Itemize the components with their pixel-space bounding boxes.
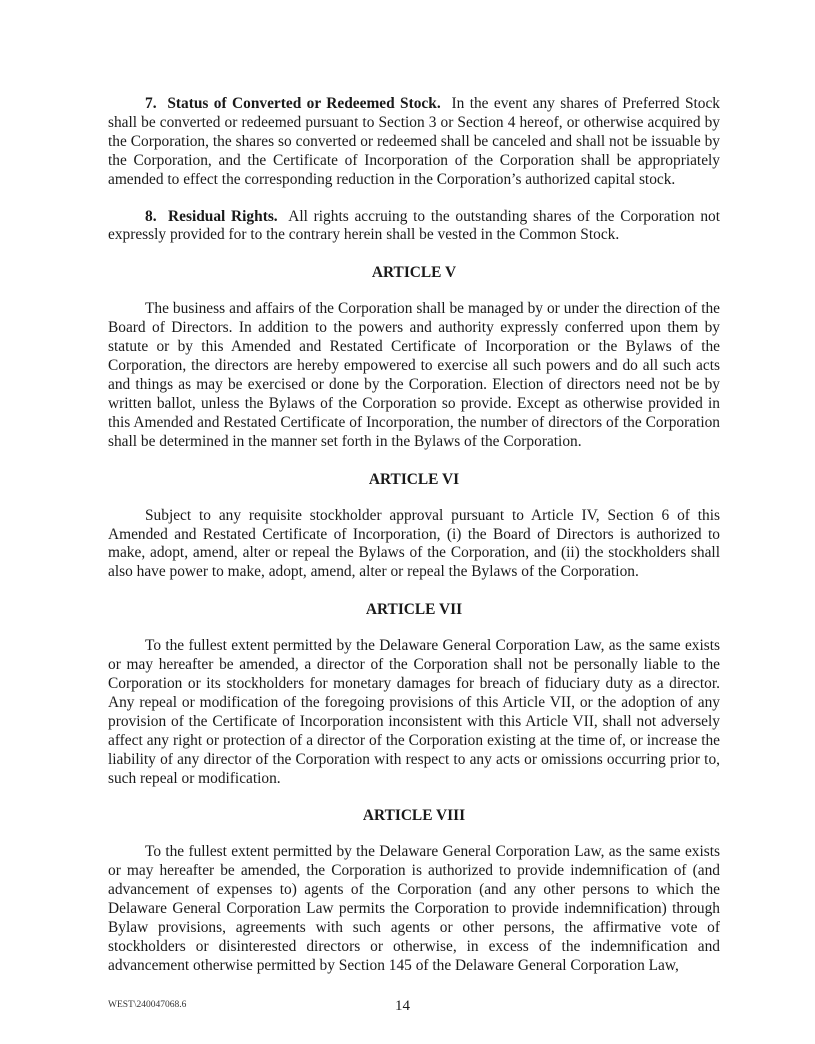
section-7-number: 7.	[145, 95, 157, 112]
article-5-text: The business and affairs of the Corporation shall be managed by or under the direction of the Board of Directors. In addition to the powers and authority expressly conferred upon them by statute or by this Amended and Restated Certificate of Incorporation or the Bylaws of the Corporation, the directors are hereby empowered to exercise all such powers and do all such acts and things as may be exercised or done by the Corporation. Election of directors need not be by written ballot, unless the Bylaws of the Corporation so provide. Except as otherwise provided in this Amended and Restated Certificate of Incorporation, the number of directors of the Corporation shall be determined in the manner set forth in the Bylaws of the Corporation.	[108, 300, 720, 450]
article-8-heading: ARTICLE VIII	[362, 807, 466, 825]
document-page	[108, 95, 720, 994]
article-8-text: To the fullest extent permitted by the Delaware General Corporation Law, as the same exists or may hereafter be amended, the Corporation is authorized to provide indemnification of (and advancement of expenses to) agents of the Corporation (and any other persons to which the Delaware General Corporation Law permits the Corporation to provide indemnification) through Bylaw provisions, agreements with such agents or other persons, the affirmative vote of stockholders or disinterested directors or otherwise, in excess of the indemnification and advancement otherwise permitted by Section 145 of the Delaware General Corporation Law,	[108, 843, 720, 974]
article-6-text: Subject to any requisite stockholder approval pursuant to Article IV, Section 6 of this Amended and Restated Certificate of Incorporation, (i) the Board of Directors is authorized to make, adopt, amend, alter or repeal the Bylaws of the Corporation, and (ii) the stockholders shall also have power to make, adopt, amend, alter or repeal the Bylaws of the Corporation.	[108, 506, 720, 581]
article-5-heading: ARTICLE V	[371, 264, 457, 282]
page-number: 14	[395, 998, 410, 1014]
section-8-paragraph	[108, 208, 720, 246]
section-7-title: Status of Converted or Redeemed Stock.	[167, 95, 441, 112]
document-id: WEST\240047068.6	[108, 1000, 187, 1010]
section-8-text: All rights accruing to the outstanding shares of the Corporation not expressly provided for to the contrary herein shall be vested in the Common Stock.	[108, 207, 720, 244]
section-8-title: Residual Rights.	[168, 207, 278, 225]
article-6-heading: ARTICLE VI	[368, 470, 460, 488]
section-7-text: In the event any shares of Preferred Stock shall be converted or redeemed pursuant to Section 3 or Section 4 hereof, or otherwise acquired by the Corporation, the shares so converted or redeemed shall be canceled and shall not be issuable by the Corporation, and the Certificate of Incorporation of the Corporation shall be appropriately amended to effect the corresponding reduction in the Corporation’s authorized capital stock.	[108, 95, 721, 188]
article-7-heading: ARTICLE VII	[365, 601, 463, 619]
section-8-number: 8.	[145, 207, 157, 225]
section-7-paragraph	[108, 95, 720, 190]
article-7-text: To the fullest extent permitted by the Delaware General Corporation Law, as the same exists or may hereafter be amended, a director of the Corporation shall not be personally liable to the Corporation or its stockholders for monetary damages for breach of fiduciary duty as a director. Any repeal or modification of the foregoing provisions of this Article VII, or the adoption of any provision of the Certificate of Incorporation inconsistent with this Article VII, shall not adversely affect any right or protection of a director of the Corporation existing at the time of, or increase the liability of any director of the Corporation with respect to any acts or omissions occurring prior to, such repeal or modification.	[108, 637, 720, 787]
